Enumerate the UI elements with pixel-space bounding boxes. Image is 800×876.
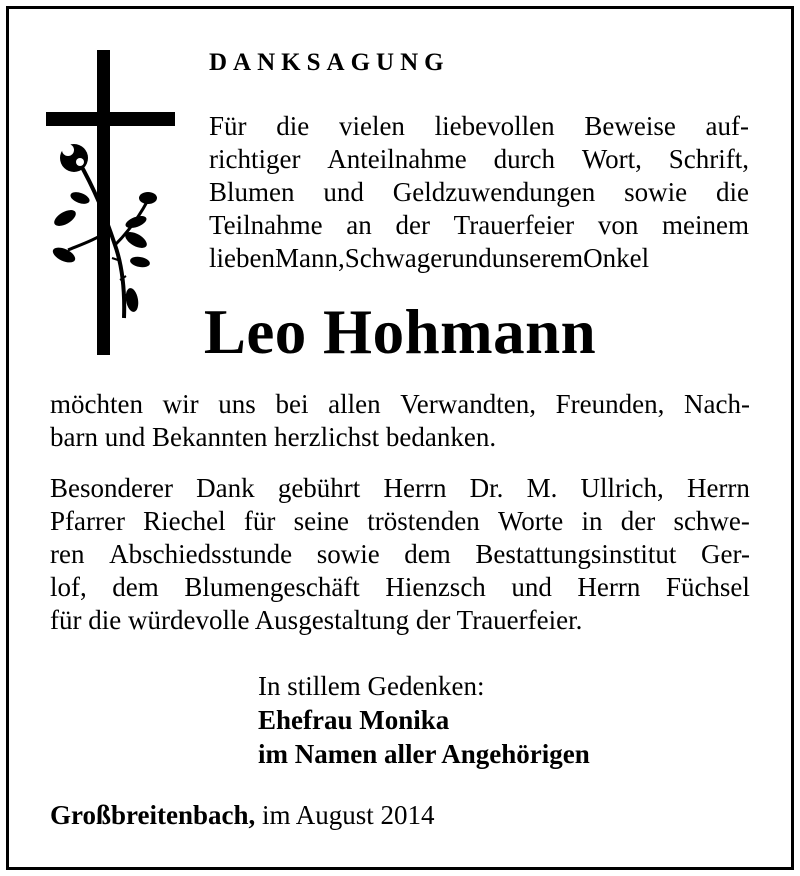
word: ren	[50, 539, 85, 569]
word: durch	[493, 144, 556, 174]
word: lieben	[209, 243, 275, 273]
text-line	[50, 604, 750, 637]
word: von	[597, 210, 639, 240]
word: und	[451, 243, 492, 273]
word: Hienzsch	[385, 572, 486, 602]
word: wir	[162, 389, 199, 419]
word: Freunden,	[555, 389, 665, 419]
deceased-name: Leo Hohmann	[203, 297, 597, 367]
word: Beweise	[584, 111, 676, 141]
word: Wort,	[581, 144, 642, 174]
word: liebevollen	[434, 111, 555, 141]
word: M.	[526, 473, 558, 503]
place-date-line	[50, 800, 435, 831]
word: der	[395, 210, 430, 240]
word: tröstenden	[367, 506, 480, 536]
word: Ger-	[701, 539, 750, 569]
closing-remembrance: In stillem Gedenken:	[258, 671, 485, 701]
date-text: im August 2014	[262, 800, 435, 830]
word: und	[511, 572, 552, 602]
text-line	[209, 176, 749, 209]
word: Nach-	[684, 389, 750, 419]
word: lof,	[50, 572, 87, 602]
word: Schrift,	[668, 144, 749, 174]
word: sowie	[316, 539, 380, 569]
word: Riechel	[143, 506, 226, 536]
word: auf-	[705, 111, 749, 141]
word: möchten	[50, 389, 143, 419]
text-line	[50, 388, 750, 421]
word: Anteilnahme	[327, 144, 467, 174]
text-line	[50, 505, 750, 538]
word: Besonderer	[50, 473, 173, 503]
word: sowie	[624, 177, 688, 207]
text-line	[209, 110, 749, 143]
word: Onkel	[583, 243, 650, 273]
thanks-paragraph	[50, 388, 750, 454]
word: Dr.	[469, 473, 504, 503]
heading-danksagung: DANKSAGUNG	[209, 49, 450, 76]
word: die	[276, 111, 310, 141]
word: Herrn	[686, 473, 750, 503]
word: Füchsel	[665, 572, 750, 602]
word: Herrn	[577, 572, 641, 602]
word: seine	[293, 506, 350, 536]
intro-text	[209, 110, 749, 275]
word: Pfarrer	[50, 506, 125, 536]
word: für	[243, 506, 276, 536]
text-line	[50, 421, 750, 454]
closing-wife: Ehefrau Monika	[258, 705, 450, 735]
word: gebührt	[277, 473, 361, 503]
text-line	[50, 538, 750, 571]
word: bei	[275, 389, 309, 419]
word: Bestattungsinstitut	[475, 539, 677, 569]
text-line	[50, 571, 750, 604]
closing-signature	[258, 669, 590, 771]
word: vielen	[338, 111, 405, 141]
place-town: Großbreitenbach,	[50, 800, 256, 830]
text-line	[209, 242, 749, 275]
word: barn und Bekannten herzlichst bedanken.	[50, 422, 497, 452]
word: und	[323, 177, 364, 207]
word: dem	[112, 572, 159, 602]
word: dem	[404, 539, 451, 569]
word: Ullrich,	[580, 473, 664, 503]
closing-relatives: im Namen aller Angehörigen	[258, 739, 590, 769]
word: Herrn	[383, 473, 447, 503]
word: Verwandten,	[400, 389, 536, 419]
word: Abschiedsstunde	[109, 539, 293, 569]
word: Dank	[196, 473, 255, 503]
word: allen	[328, 389, 381, 419]
word: an	[346, 210, 372, 240]
word: Geldzuwendungen	[392, 177, 596, 207]
word: meinem	[662, 210, 749, 240]
word: Blumen	[209, 177, 295, 207]
special-thanks-paragraph	[50, 472, 750, 637]
word: Trauerfeier	[453, 210, 575, 240]
word: Mann,	[274, 243, 345, 273]
text-line	[50, 472, 750, 505]
word: der	[620, 506, 656, 536]
word: in	[581, 506, 603, 536]
word: die	[716, 177, 749, 207]
word: Für	[209, 111, 247, 141]
word: Teilnahme	[209, 210, 323, 240]
word: Schwager	[344, 243, 452, 273]
text-line	[209, 209, 749, 242]
word: unserem	[491, 243, 584, 273]
word: für die würdevolle Ausgestaltung der Trauerfeier.	[50, 605, 583, 635]
text-line	[209, 143, 749, 176]
word: richtiger	[209, 144, 301, 174]
word: schwe-	[673, 506, 750, 536]
word: Blumengeschäft	[184, 572, 360, 602]
word: Worte	[497, 506, 564, 536]
word: uns	[218, 389, 256, 419]
